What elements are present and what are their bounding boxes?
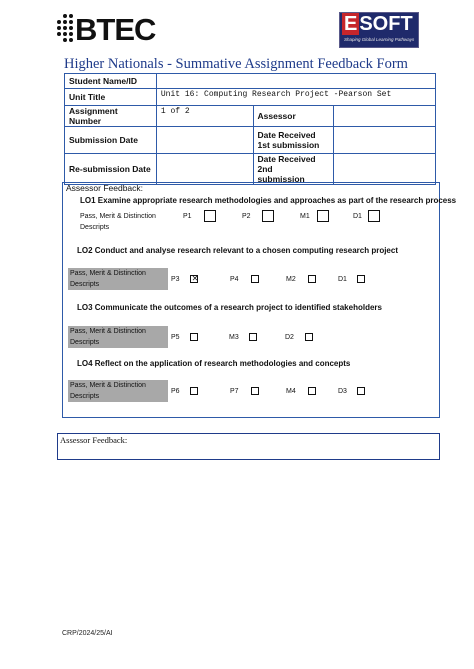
document-reference-footer: CRP/2024/25/AI [62, 630, 113, 637]
assessor-field[interactable] [334, 106, 436, 127]
date-received-second-line2: submission [257, 174, 305, 184]
date-received-first-line2: 1st submission [257, 140, 320, 150]
assessor-feedback-title: Assessor Feedback: [66, 183, 144, 193]
lo1-p2-checkbox[interactable] [262, 210, 274, 222]
lo3-grade-label-line1: Pass, Merit & Distinction [70, 328, 146, 335]
assignment-number-field[interactable]: 1 of 2 [156, 106, 253, 127]
esoft-wordmark: E SOFT [344, 13, 413, 35]
esoft-tagline: Shaping Global Learning Pathways [344, 37, 415, 42]
lo3-grade-label-line2: Descripts [70, 339, 100, 346]
student-name-label: Student Name/ID [65, 74, 157, 89]
lo4-p7-checkbox[interactable] [251, 387, 259, 395]
assessor-label: Assessor [253, 106, 334, 127]
lo2-p3-check-mark-icon: ✕ [191, 274, 199, 283]
unit-title-label: Unit Title [65, 89, 157, 106]
lo4-title: LO4 Reflect on the application of research methodologies and concepts [77, 359, 351, 368]
unit-title-field[interactable]: Unit 16: Computing Research Project -Pearson Set [156, 89, 435, 106]
submission-date-label: Submission Date [65, 127, 157, 154]
lo3-d2-checkbox[interactable] [305, 333, 313, 341]
btec-dots-icon [55, 13, 75, 43]
lo1-m1-checkbox[interactable] [317, 210, 329, 222]
lo4-p6-checkbox[interactable] [190, 387, 198, 395]
lo1-p1-label: P1 [183, 213, 192, 220]
lo4-grade-label-line1: Pass, Merit & Distinction [70, 382, 146, 389]
assignment-header-table [64, 73, 436, 185]
resubmission-date-field[interactable] [156, 154, 253, 185]
lo2-p3-label: P3 [171, 276, 180, 283]
lo1-title: LO1 Examine appropriate research methodologies and approaches as part of the research process [80, 196, 457, 205]
btec-logo [55, 10, 175, 48]
assignment-number-label: Assignment Number [65, 106, 157, 127]
date-received-first-line1: Date Received [257, 130, 316, 140]
lo2-d1-label: D1 [338, 276, 347, 283]
page-title: Higher Nationals - Summative Assignment Feedback Form [64, 56, 408, 72]
lo1-d1-label: D1 [353, 213, 362, 220]
lo4-p7-label: P7 [230, 388, 239, 395]
date-received-second-line1: Date Received 2nd [257, 154, 316, 174]
lo2-p3-checkbox[interactable] [190, 275, 198, 283]
lo3-title: LO3 Communicate the outcomes of a research project to identified stakeholders [77, 303, 382, 312]
date-received-first-label [253, 127, 334, 154]
lo1-grade-label-line1: Pass, Merit & Distinction [80, 213, 156, 220]
submission-date-field[interactable] [156, 127, 253, 154]
lo2-d1-checkbox[interactable] [357, 275, 365, 283]
lo1-p1-checkbox[interactable] [204, 210, 216, 222]
lo4-m4-label: M4 [286, 388, 296, 395]
lo4-grade-label [68, 380, 168, 402]
lo3-d2-label: D2 [285, 334, 294, 341]
lo2-p4-label: P4 [230, 276, 239, 283]
lo2-m2-checkbox[interactable] [308, 275, 316, 283]
date-received-first-field[interactable] [334, 127, 436, 154]
lo3-grade-label [68, 326, 168, 348]
lo2-m2-label: M2 [286, 276, 296, 283]
lo2-grade-label [68, 268, 168, 290]
lo3-m3-checkbox[interactable] [249, 333, 257, 341]
lo4-grade-label-line2: Descripts [70, 393, 100, 400]
lo1-grade-label [80, 211, 156, 233]
assessor-feedback-comment-title: Assessor Feedback: [60, 435, 128, 445]
date-received-second-label [253, 154, 334, 185]
date-received-second-field[interactable] [334, 154, 436, 185]
lo4-m4-checkbox[interactable] [308, 387, 316, 395]
lo4-d3-checkbox[interactable] [357, 387, 365, 395]
esoft-logo [339, 12, 419, 48]
lo2-grade-label-line2: Descripts [70, 281, 100, 288]
lo2-title: LO2 Conduct and analyse research relevant to a chosen computing research project [77, 246, 398, 255]
lo2-p4-checkbox[interactable] [251, 275, 259, 283]
resubmission-date-label: Re-submission Date [65, 154, 157, 185]
lo1-d1-checkbox[interactable] [368, 210, 380, 222]
lo3-m3-label: M3 [229, 334, 239, 341]
lo4-d3-label: D3 [338, 388, 347, 395]
btec-wordmark: BTEC [75, 12, 156, 47]
lo3-p5-label: P5 [171, 334, 180, 341]
lo2-grade-label-line1: Pass, Merit & Distinction [70, 270, 146, 277]
lo1-m1-label: M1 [300, 213, 310, 220]
lo1-p2-label: P2 [242, 213, 251, 220]
lo1-grade-label-line2: Descripts [80, 224, 110, 231]
lo3-p5-checkbox[interactable] [190, 333, 198, 341]
lo4-p6-label: P6 [171, 388, 180, 395]
student-name-field[interactable] [156, 74, 435, 89]
